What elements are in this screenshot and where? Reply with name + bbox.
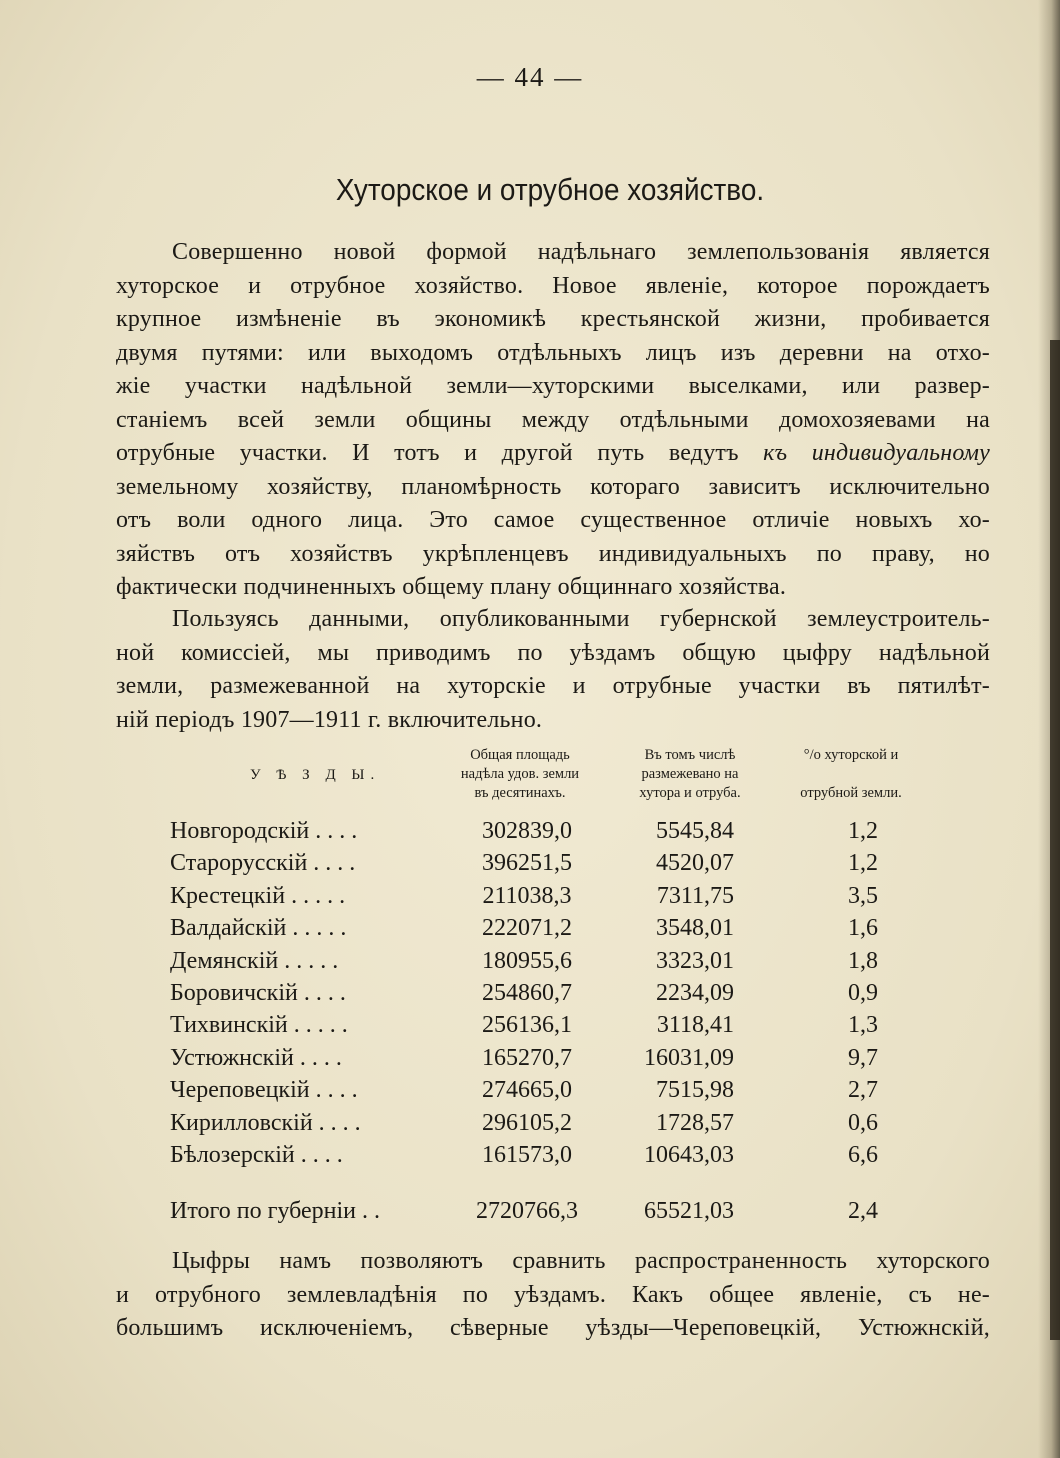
total-area-sum: 2720766,3 [476, 1198, 578, 1224]
total-area: 165270,7 [482, 1044, 572, 1071]
header-line [776, 765, 926, 784]
header-line: отрубной земли. [800, 785, 902, 801]
khutor-area: 3118,41 [656, 1012, 734, 1039]
emphasis-text: къ индивидуальному [763, 440, 991, 466]
table-row [116, 850, 996, 882]
percent: 1,8 [848, 947, 878, 974]
uezd-name: Тихвинскій . . . . . [170, 1012, 348, 1039]
table-row [116, 980, 996, 1012]
table-row [116, 1012, 996, 1044]
text-line: жіе участки надѣльной земли—хуторскими выселками, или развер- [116, 373, 990, 399]
header-line: Въ томъ числѣ [644, 747, 736, 763]
khutor-area: 10643,03 [644, 1141, 734, 1168]
uezd-name: Боровичскій . . . . [170, 979, 346, 1006]
khutor-area: 3548,01 [656, 915, 734, 942]
table-total-row [116, 1198, 996, 1234]
text-line [116, 437, 990, 471]
table-row [116, 818, 996, 850]
total-area: 256136,1 [482, 1012, 572, 1039]
total-area: 302839,0 [482, 818, 572, 844]
table-row [116, 915, 996, 947]
header-line: °/о хуторской и [803, 747, 899, 763]
text-line: фактически подчиненныхъ общему плану общиннаго хозяйства. [116, 574, 787, 600]
total-label: Итого по губерніи . . [170, 1198, 381, 1224]
total-percent: 2,4 [848, 1198, 878, 1224]
table-body [116, 818, 996, 1174]
header-khutor-area [616, 746, 764, 803]
percent: 1,6 [848, 915, 878, 942]
total-area: 161573,0 [482, 1141, 572, 1168]
uezd-name: Старорусскій . . . . [170, 850, 356, 877]
text-line: Цыфры намъ позволяютъ сравнить распространенность хуторского [172, 1248, 990, 1274]
header-line: надѣла удов. земли [460, 766, 580, 782]
percent: 0,9 [848, 979, 878, 1006]
total-area: 180955,6 [482, 947, 572, 974]
khutor-area: 2234,09 [656, 979, 734, 1006]
percent: 1,2 [848, 818, 878, 844]
total-area: 274665,0 [482, 1077, 572, 1104]
page-edge-binding [1050, 340, 1060, 1340]
header-line: размежевано на [641, 766, 739, 782]
header-line: въ десятинахъ. [474, 785, 566, 801]
text-line: Совершенно новой формой надѣльнаго землепользованія является [172, 239, 990, 265]
text-line: ной комиссіей, мы приводимъ по уѣздамъ общую цыфру надѣльной [116, 639, 990, 666]
header-percent [776, 746, 926, 803]
page-number: — 44 — [476, 62, 584, 92]
text-line: крупное измѣненіе въ экономикѣ крестьянской жизни, пробивается [116, 306, 990, 332]
khutor-area: 16031,09 [644, 1044, 734, 1071]
text-line: станіемъ всей земли общины между отдѣльными домохозяевами на [116, 406, 990, 433]
text-line: двумя путями: или выходомъ отдѣльныхъ лицъ изъ деревни на отхо- [116, 339, 990, 366]
table-row [116, 948, 996, 980]
khutor-area: 7515,98 [656, 1077, 734, 1104]
paragraph-2 [116, 603, 990, 737]
total-area: 211038,3 [482, 882, 572, 909]
section-title: Хуторское и отрубное хозяйство. [335, 172, 765, 207]
percent: 1,2 [848, 850, 878, 877]
paragraph-1 [116, 236, 990, 605]
table-row [116, 1142, 996, 1174]
header-line: хутора и отруба. [639, 785, 741, 801]
uezd-name: Демянскій . . . . . [170, 947, 339, 974]
total-khutor-sum: 65521,03 [644, 1198, 734, 1224]
total-area: 296105,2 [482, 1109, 572, 1136]
uezd-name: Устюжнскій . . . . [170, 1044, 342, 1071]
khutor-area: 4520,07 [656, 850, 734, 877]
percent: 9,7 [848, 1044, 878, 1071]
table-row [116, 1110, 996, 1142]
uezd-name: Бѣлозерскій . . . . [170, 1141, 343, 1168]
text-line: хуторское и отрубное хозяйство. Новое явленіе, которое порождаетъ [116, 272, 990, 299]
khutor-area: 3323,01 [656, 947, 734, 974]
total-area: 254860,7 [482, 979, 572, 1006]
uezd-name: Новгородскій . . . . [170, 818, 358, 844]
table-header [116, 746, 996, 806]
percent: 2,7 [848, 1077, 878, 1104]
text-line: Пользуясь данными, опубликованными губернской землеустроитель- [172, 606, 990, 632]
khutor-area: 1728,57 [656, 1109, 734, 1136]
text-fragment: отрубные участки. И тотъ и другой путь ведутъ [116, 440, 739, 466]
text-line: и отрубного землевладѣнія по уѣздамъ. Какъ общее явленіе, съ не- [116, 1281, 990, 1308]
header-total-area [434, 746, 606, 803]
paragraph-3 [116, 1245, 990, 1346]
text-line: земельному хозяйству, планомѣрность котораго зависитъ исключительно [116, 473, 990, 500]
text-line: отъ воли одного лица. Это самое существенное отличіе новыхъ хо- [116, 507, 990, 533]
uezd-name: Кирилловскій . . . . [170, 1109, 361, 1136]
total-area: 222071,2 [482, 915, 572, 942]
percent: 3,5 [848, 882, 878, 909]
percent: 0,6 [848, 1109, 878, 1136]
khutor-area: 7311,75 [656, 882, 734, 909]
table-row [116, 883, 996, 915]
text-line: земли, размежеванной на хуторскіе и отрубные участки въ пятилѣт- [116, 673, 990, 699]
total-area: 396251,5 [482, 850, 572, 877]
percent: 6,6 [848, 1141, 878, 1168]
khutor-area: 5545,84 [656, 818, 734, 844]
header-line: Общая площадь [470, 747, 570, 763]
uezd-name: Валдайскій . . . . . [170, 915, 347, 942]
uezd-name: Череповецкій . . . . [170, 1077, 358, 1104]
percent: 1,3 [848, 1012, 878, 1039]
text-line: ній періодъ 1907—1911 г. включительно. [116, 706, 543, 733]
header-uezd: У Ѣ З Д Ы. [250, 767, 381, 783]
text-line: большимъ исключеніемъ, сѣверные уѣзды—Череповецкій, Устюжнскій, [116, 1315, 990, 1341]
table-row [116, 1077, 996, 1109]
table-row [116, 1045, 996, 1077]
text-line: зяйствъ отъ хозяйствъ укрѣпленцевъ индивидуальныхъ по праву, но [116, 540, 990, 567]
uezd-name: Крестецкій . . . . . [170, 882, 346, 909]
